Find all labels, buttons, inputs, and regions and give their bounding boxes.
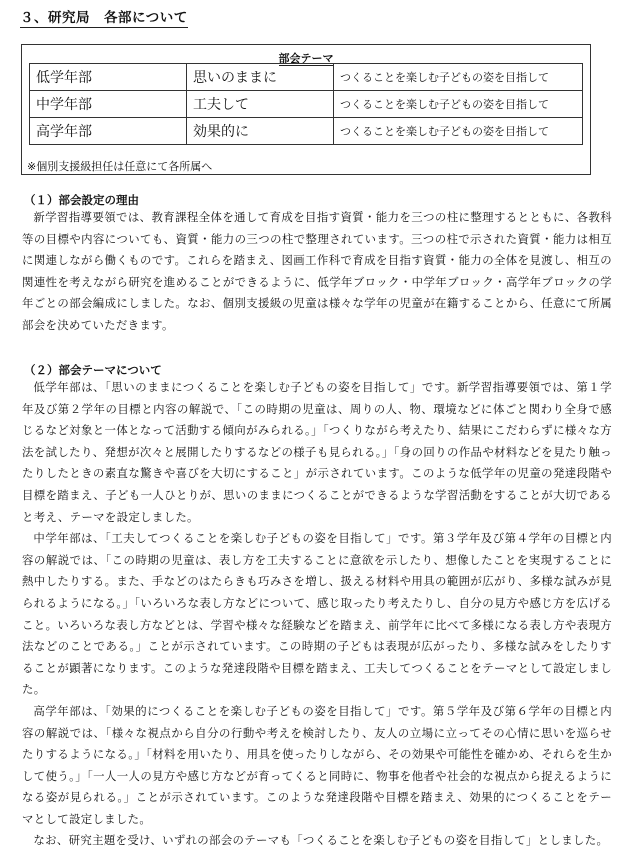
theme-cell: つくることを楽しむ子どもの姿を目指して (334, 91, 583, 118)
paragraph: 低学年部は、「思いのままにつくることを楽しむ子どもの姿を目指して」です。新学習指導要領では、第１学年及び第２学年の目標と内容の解説で、「この時期の児童は、周りの人、物、環境などに体ごと関わり全身で感じるなど対象と一体となって活動する傾向がみられる。」「つくりながら考えたり、結果にこだわらずに様々な方法を試したり、発想が次々と展開したりするなどの様子も見られる。」「身の回りの作品や材料などを見たり触ったりしたときの素直な驚きや喜びを大切にすること」が示されています。このような低学年の児童の発達段階や目標を踏まえ、子ども一人ひとりが、思いのままにつくることができるような学習活動をすることが大切であると考え、テーマを設定しました。 (22, 380, 612, 524)
keyword-cell: 工夫して (187, 91, 334, 118)
department-cell: 中学年部 (30, 91, 187, 118)
paragraph: 新学習指導要領では、教育課程全体を通して育成を目指す資質・能力を三つの柱に整理するとともに、各教科等の目標や内容についても、資質・能力の三つの柱で整理されています。三つの柱で示された資質・能力は相互に関連しながら働くものです。これらを踏まえ、図画工作科で育成を目指す資質・能力の全体を見渡し、相互の関連性を考えながら研究を進めることができるように、低学年ブロック・中学年ブロック・高学年ブロックの学年ごとの部会編成にしました。なお、個別支援級の児童は様々な学年の児童が在籍することから、任意にて所属部会を決めていただきます。 (22, 210, 612, 332)
section1-body (22, 207, 612, 337)
keyword-cell: 効果的に (187, 118, 334, 145)
table-row (30, 91, 583, 118)
table-row (30, 118, 583, 145)
section2-body (22, 377, 612, 852)
department-cell: 高学年部 (30, 118, 187, 145)
department-cell: 低学年部 (30, 64, 187, 91)
table-row (30, 64, 583, 91)
department-theme-box (21, 44, 591, 175)
keyword-cell: 思いのままに (187, 64, 334, 91)
section2-heading: （２）部会テーマについて (24, 363, 162, 377)
paragraph: 中学年部は、「工夫してつくることを楽しむ子どもの姿を目指して」です。第３学年及び第４学年の目標と内容の解説では、「この時期の児童は、表し方を工夫することに意欲を示したり、想像したことを実現することに熱中したりする。また、手などのはたらきも巧みさを増し、扱える材料や用具の範囲が広がり、多様な試みが見られるようになる。」「いろいろな表し方などについて、感じ取ったり考えたりし、自分の見方や感じ方を広げること。いろいろな表し方などとは、学習や様々な経験などを踏まえ、前学年に比べて多様になる表し方や表現方法などのことである。」ことが示されています。この時期の子どもは表現が広がったり、多様な試みをしたりすることが顕著になります。このような発達段階や目標を踏まえ、工夫してつくることをテーマとして設定しました。 (22, 531, 612, 697)
theme-cell: つくることを楽しむ子どもの姿を目指して (334, 118, 583, 145)
table-caption: 部会テーマ (278, 52, 334, 65)
section-title: ３、研究局 各部について (20, 6, 188, 28)
paragraph: なお、研究主題を受け、いずれの部会のテーマも「つくることを楽しむ子どもの姿を目指して」としました。 (33, 833, 609, 848)
paragraph: 高学年部は、「効果的につくることを楽しむ子どもの姿を目指して」です。第５学年及び第６学年の目標と内容の解説では、「様々な視点から自分の行動や考えを検討したり、友人の立場に立ってその心情に思いを巡らせたりするようになる。」「材料を用いたり、用具を使ったりしながら、その効果や可能性を確かめ、それらを生かして使う。」「一人一人の見方や感じ方などが育ってくると同時に、物事を他者や社会的な視点から捉えるようになる姿が見られる。」ことが示されています。このような発達段階や目標を踏まえ、効果的につくることをテーマとして設定しました。 (22, 703, 613, 826)
section1-heading: （１）部会設定の理由 (24, 193, 139, 207)
theme-cell: つくることを楽しむ子どもの姿を目指して (334, 64, 583, 91)
table-note: ※個別支援級担任は任意にて各所属へ (27, 160, 213, 173)
department-theme-table (29, 63, 583, 145)
